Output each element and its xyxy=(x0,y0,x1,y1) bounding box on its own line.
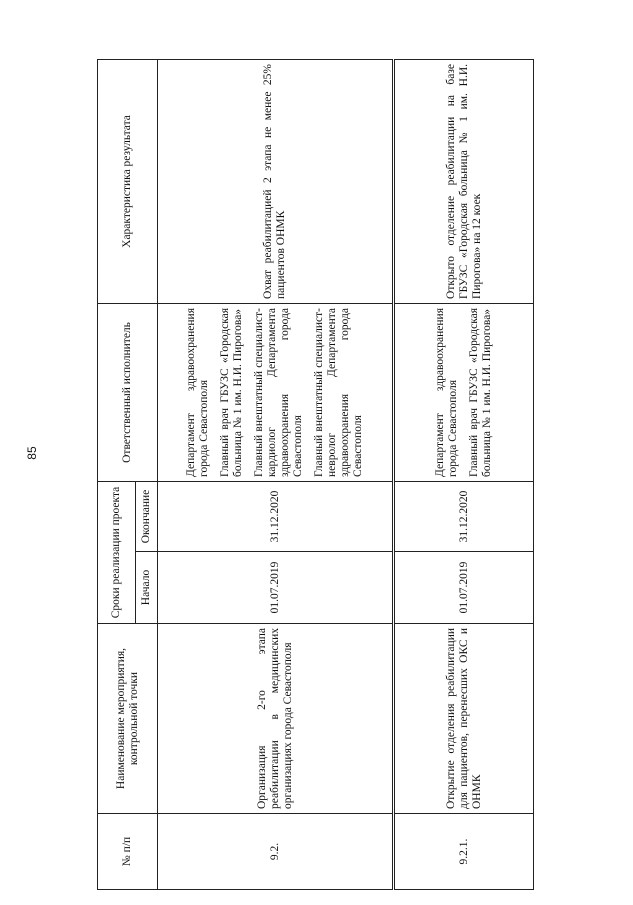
row-name: Открытие отделения реабилитации для пациентов, перенесших ОКС и ОНМК xyxy=(394,624,534,814)
header-terms: Сроки реализации проекта xyxy=(98,481,136,623)
header-result: Характеристика результата xyxy=(98,59,158,303)
header-num: № п/п xyxy=(98,814,158,890)
row-executors xyxy=(158,303,394,481)
header-executor: Ответственный исполнитель xyxy=(98,303,158,481)
executor-item: Главный врач ГБУЗС «Городская больница № 1 им. Н.И. Пирогова» xyxy=(219,307,244,477)
project-table xyxy=(97,59,534,890)
executor-item: Главный внештатный специалист-невролог Департамента здравоохранения города Севастополя xyxy=(313,307,364,477)
row-result: Открыто отделение реабилитации на базе ГБУЗС «Городская больница № 1 им. Н.И. Пирогова» на 12 коек xyxy=(394,59,534,303)
table-row xyxy=(394,59,534,889)
rotated-page-content xyxy=(97,60,533,890)
row-result: Охват реабилитацией 2 этапа не менее 25% пациентов ОНМК xyxy=(158,59,394,303)
executor-item: Департамент здравоохранения города Севастополя xyxy=(434,307,459,477)
executor-item: Главный врач ГБУЗС «Городская больница № 1 им. Н.И. Пирогова» xyxy=(468,307,493,477)
executor-item: Департамент здравоохранения города Севастополя xyxy=(185,307,210,477)
executor-item: Главный внештатный специалист-кардиолог Департамента здравоохранения города Севастополя xyxy=(253,307,304,477)
table-row xyxy=(158,59,394,889)
header-name: Наименование мероприятия, контрольной точки xyxy=(98,624,158,814)
row-num: 9.2.1. xyxy=(394,814,534,890)
row-num: 9.2. xyxy=(158,814,394,890)
header-row xyxy=(98,59,136,889)
row-end: 31.12.2020 xyxy=(158,481,394,551)
header-end: Окончание xyxy=(136,481,158,551)
row-start: 01.07.2019 xyxy=(158,552,394,624)
row-name: Организация 2-го этапа реабилитации в медицинских организациях города Севастополя xyxy=(158,624,394,814)
row-start: 01.07.2019 xyxy=(394,552,534,624)
header-start: Начало xyxy=(136,552,158,624)
row-executors xyxy=(394,303,534,481)
row-end: 31.12.2020 xyxy=(394,481,534,551)
page-number: 85 xyxy=(25,446,39,460)
